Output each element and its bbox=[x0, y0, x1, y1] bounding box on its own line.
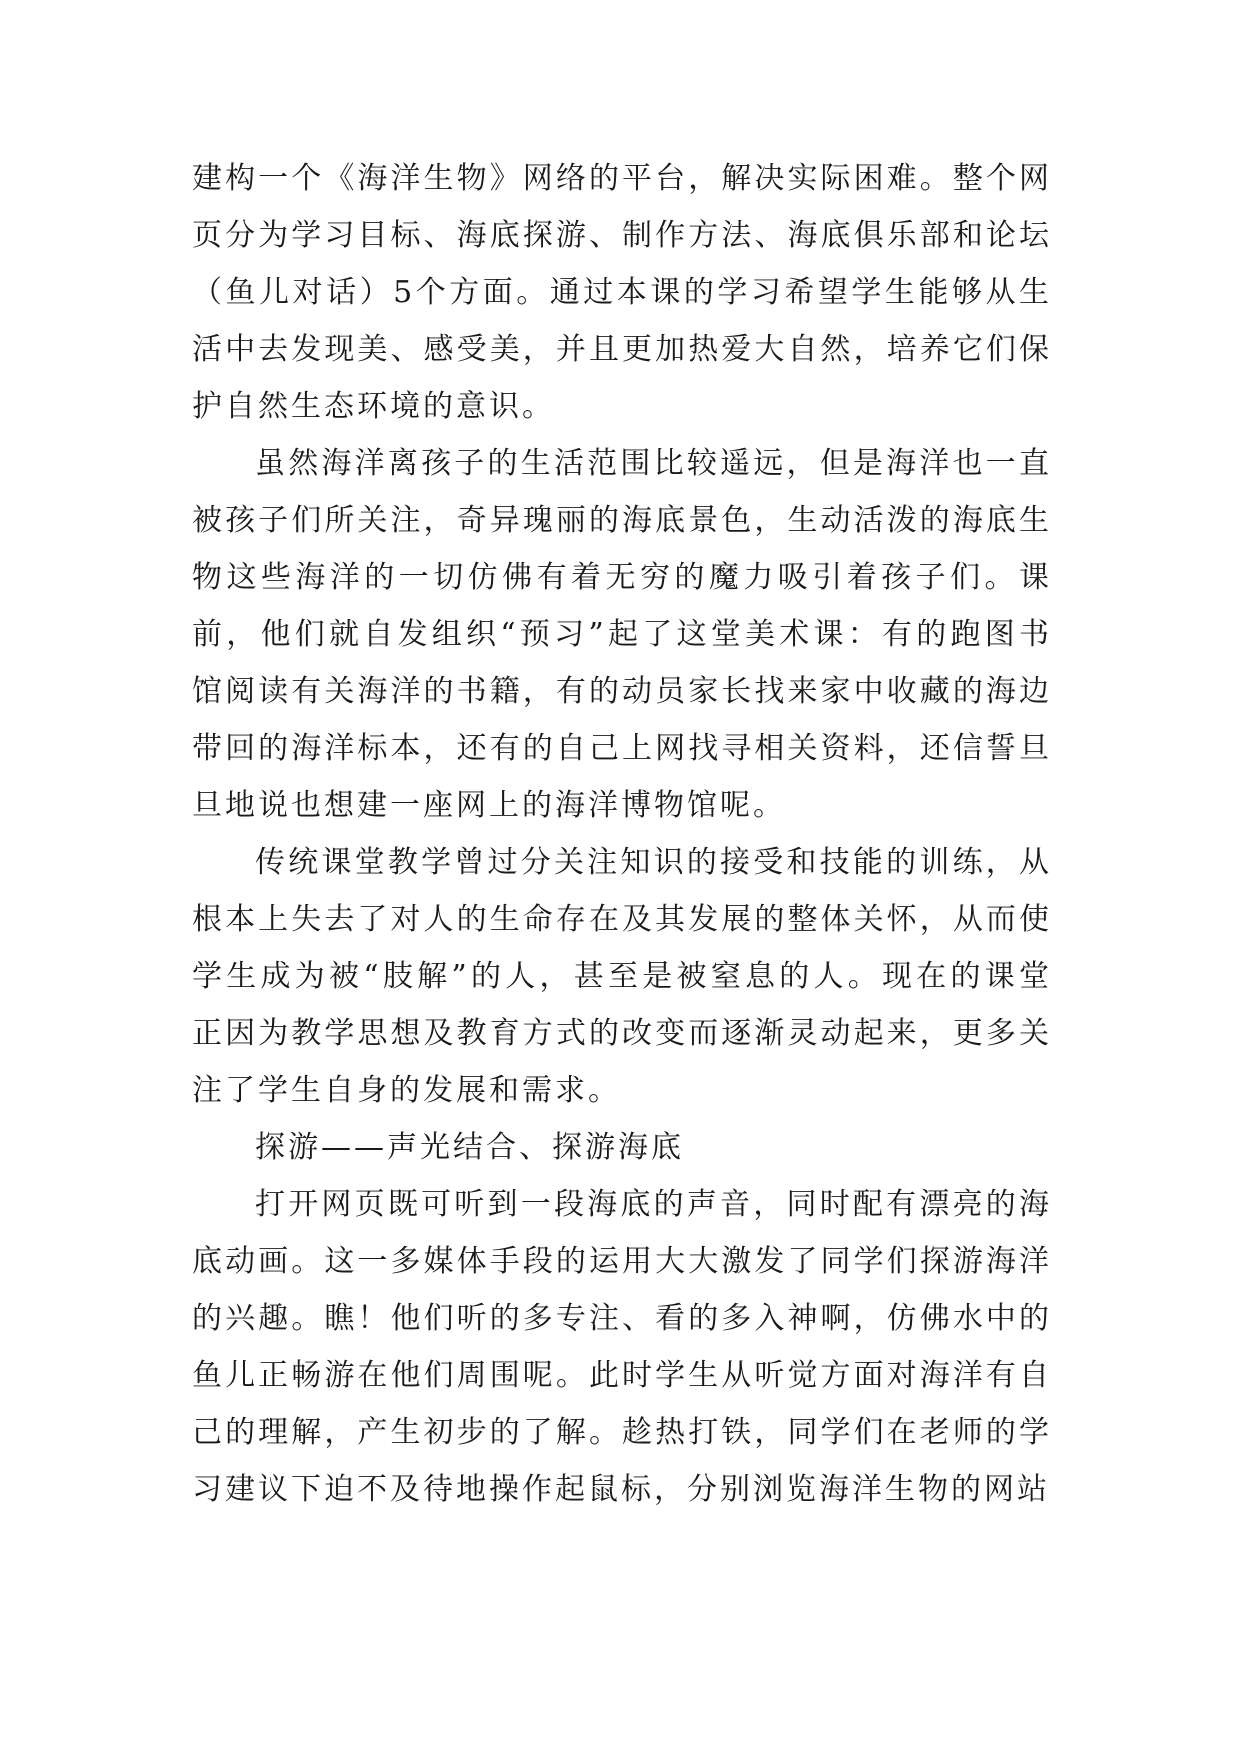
paragraph-traditional-teaching: 传统课堂教学曾过分关注知识的接受和技能的训练，从根本上失去了对人的生命存在及其发展的整体关怀，从而使学生成为被“肢解”的人，甚至是被窒息的人。现在的课堂正因为教学思想及教育方式的改变而逐渐灵动起来，更多关注了学生自身的发展和需求。 bbox=[192, 845, 1052, 1108]
paragraph-ocean-interest: 虽然海洋离孩子的生活范围比较遥远，但是海洋也一直被孩子们所关注，奇异瑰丽的海底景色，生动活泼的海底生物这些海洋的一切仿佛有着无穷的魔力吸引着孩子们。课前，他们就自发组织“预习”起了这堂美术课：有的跑图书馆阅读有关海洋的书籍，有的动员家长找来家中收藏的海边带回的海洋标本，还有的自己上网找寻相关资料，还信誓旦旦地说也想建一座网上的海洋博物馆呢。 bbox=[192, 446, 1052, 823]
section-heading-explore: 探游——声光结合、探游海底 bbox=[255, 1130, 684, 1165]
paragraph-platform-intro: 建构一个《海洋生物》网络的平台，解决实际困难。整个网页分为学习目标、海底探游、制作方法、海底俱乐部和论坛（鱼儿对话）5个方面。通过本课的学习希望学生能够从生活中去发现美、感受美，并且更加热爱大自然，培养它们保护自然生态环境的意识。 bbox=[192, 161, 1052, 424]
paragraph-webpage-explore: 打开网页既可听到一段海底的声音，同时配有漂亮的海底动画。这一多媒体手段的运用大大激发了同学们探游海洋的兴趣。瞧！他们听的多专注、看的多入神啊，仿佛水中的鱼儿正畅游在他们周围呢。此时学生从听觉方面对海洋有自己的理解，产生初步的了解。趁热打铁，同学们在老师的学习建议下迫不及待地操作起鼠标，分别浏览海洋生物的网站 bbox=[192, 1187, 1052, 1507]
document-page bbox=[192, 150, 1052, 1518]
